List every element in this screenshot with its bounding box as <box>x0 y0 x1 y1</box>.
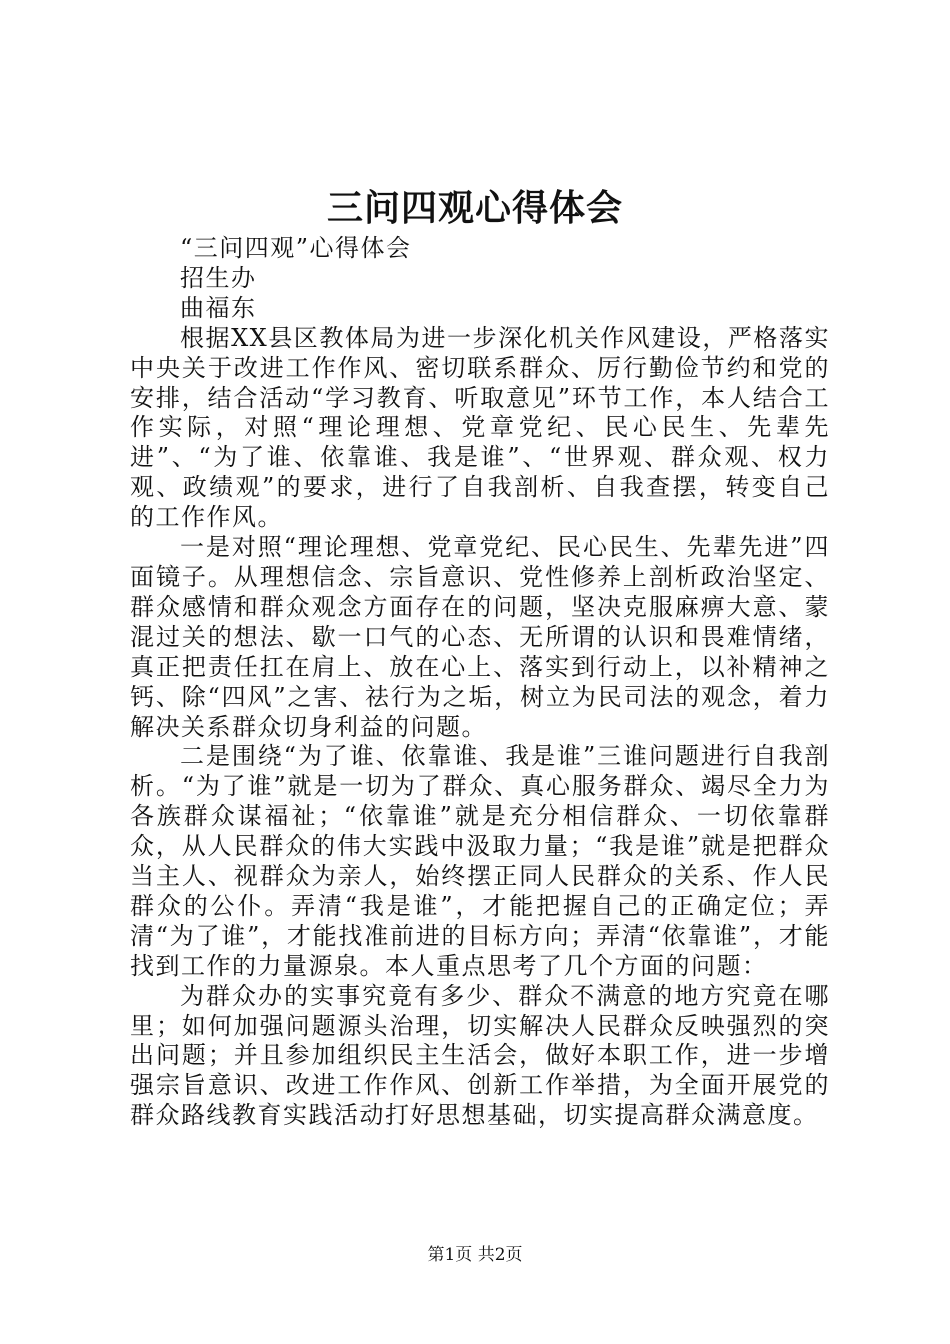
document-body <box>130 234 830 1131</box>
document-title: 三问四观心得体会 <box>326 187 623 229</box>
closing-paragraph: 为群众办的实事究竟有多少、群众不满意的地方究竟在哪里；如何加强问题源头治理，切实解决人民群众反映强烈的突出问题；并且参加组织民主生活会，做好本职工作，进一步增强宗旨意识、改进工作作风、创新工作举措，为全面开展党的群众路线教育实践活动打好思想基础，切实提高群众满意度。 <box>130 981 830 1130</box>
department-paragraph: 招生办 <box>180 263 257 292</box>
point-two-paragraph: 二是围绕“为了谁、依靠谁、我是谁”三谁问题进行自我剖析。“为了谁”就是一切为了群众、真心服务群众、竭尽全力为各族群众谋福祉；“依靠谁”就是充分相信群众、一切依靠群众，从人民群众的伟大实践中汲取力量；“我是谁”就是把群众当主人、视群众为亲人，始终摆正同人民群众的关系、作人民群众的公仆。弄清“我是谁”，才能把握自己的正确定位；弄清“为了谁”，才能找准前进的目标方向；弄清“依靠谁”，才能找到工作的力量源泉。本人重点思考了几个方面的问题： <box>130 742 830 980</box>
intro-paragraph: 根据XX县区教体局为进一步深化机关作风建设，严格落实中央关于改进工作作风、密切联系群众、厉行勤俭节约和党的安排，结合活动“学习教育、听取意见”环节工作，本人结合工作实际，对照“理论理想、党章党纪、民心民生、先辈先进”、“为了谁、依靠谁、我是谁”、“世界观、群众观、权力观、政绩观”的要求，进行了自我剖析、自我查摆，转变自己的工作作风。 <box>130 323 830 532</box>
author-paragraph: 曲福东 <box>180 293 257 322</box>
subtitle-paragraph: “三问四观”心得体会 <box>180 234 412 262</box>
point-one-paragraph: 一是对照“理论理想、党章党纪、民心民生、先辈先进”四面镜子。从理想信念、宗旨意识、党性修养上剖析政治坚定、群众感情和群众观念方面存在的问题，坚决克服麻痹大意、蒙混过关的想法、歇一口气的心态、无所谓的认识和畏难情绪，真正把责任扛在肩上、放在心上、落实到行动上，以补精神之钙、除“四风”之害、祛行为之垢，树立为民司法的观念，着力解决关系群众切身利益的问题。 <box>130 533 830 741</box>
page-number-footer: 第1页 共2页 <box>427 1245 523 1265</box>
